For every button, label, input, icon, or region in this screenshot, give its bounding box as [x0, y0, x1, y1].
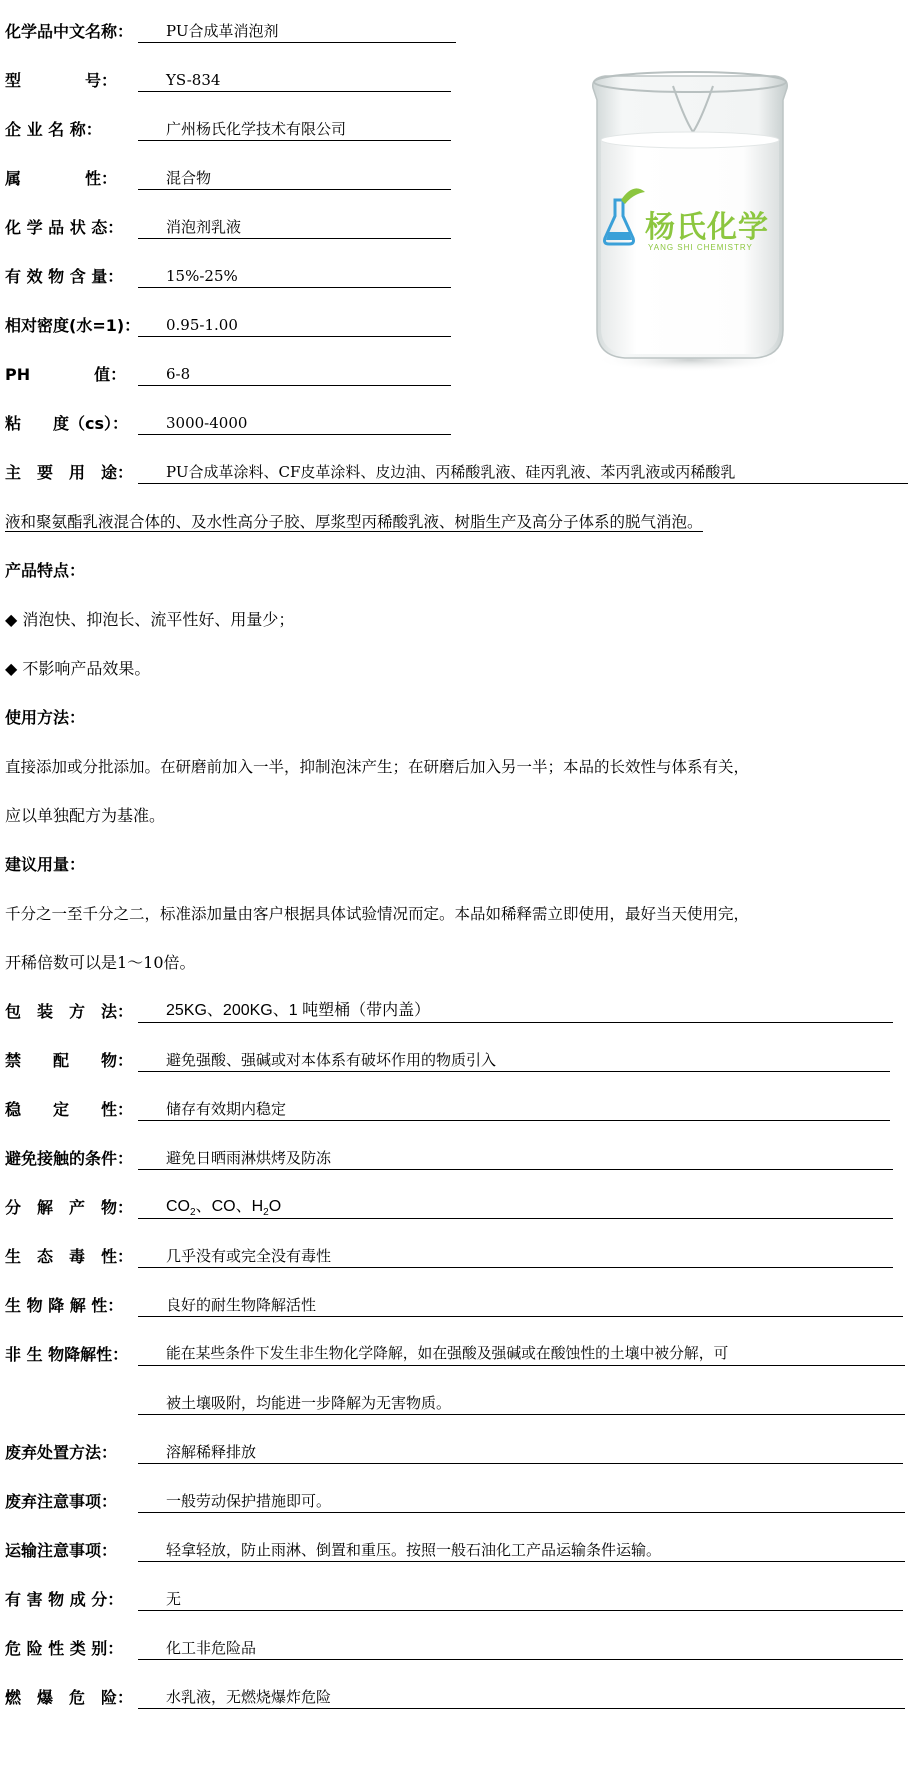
- field-eco-toxicity: [5, 1242, 895, 1272]
- field-label: 相对密度(水=1)：: [5, 316, 141, 335]
- field-label: 化学品中文名称：: [5, 22, 134, 41]
- field-label: 粘 度（cs）：: [5, 414, 129, 433]
- field-abiotic-degradation-cont: [5, 1389, 910, 1419]
- field-label: 包 装 方 法：: [5, 1002, 134, 1021]
- field-value: 水乳液，无燃烧爆炸危险: [138, 1683, 905, 1709]
- field-state: [5, 213, 455, 243]
- field-label: 运输注意事项：: [5, 1541, 118, 1560]
- formula-part: O: [268, 1198, 282, 1215]
- formula-subscript: 2: [190, 1207, 196, 1219]
- field-label: 企 业 名 称：: [5, 120, 102, 139]
- field-hazardous-components: [5, 1585, 910, 1615]
- field-label: 稳 定 性：: [5, 1100, 134, 1119]
- field-packaging: [5, 997, 895, 1027]
- field-label: PH 值：: [5, 365, 127, 384]
- field-value: 溶解稀释排放: [138, 1438, 903, 1464]
- field-property: [5, 164, 455, 194]
- method-heading: 使用方法：: [5, 708, 86, 727]
- field-company: [5, 115, 455, 145]
- field-ph: [5, 360, 455, 390]
- field-abiotic-degradation: [5, 1340, 910, 1370]
- field-label: 避免接触的条件：: [5, 1149, 134, 1168]
- feature-item: ◆ 消泡快、抑泡长、流平性好、用量少；: [5, 610, 295, 629]
- field-explosion-hazard: [5, 1683, 910, 1713]
- field-value: 避免强酸、强碱或对本体系有破坏作用的物质引入: [138, 1046, 890, 1072]
- field-disposal-notes: [5, 1487, 910, 1517]
- field-label: 有 害 物 成 分：: [5, 1590, 124, 1609]
- field-value: 混合物: [138, 164, 451, 190]
- field-label: 禁 配 物：: [5, 1051, 134, 1070]
- field-value: 6-8: [138, 360, 451, 386]
- product-beaker-image: [585, 60, 795, 380]
- field-value: 一般劳动保护措施即可。: [138, 1487, 905, 1513]
- field-label: 废弃处置方法：: [5, 1443, 118, 1462]
- field-value: 几乎没有或完全没有毒性: [138, 1242, 893, 1268]
- field-content: [5, 262, 455, 292]
- field-label: 危 险 性 类 别：: [5, 1639, 124, 1658]
- field-label: 废弃注意事项：: [5, 1492, 118, 1511]
- dosage-heading: 建议用量：: [5, 855, 86, 874]
- logo-name-cn: 杨氏化学: [645, 210, 769, 245]
- field-value: 无: [138, 1585, 903, 1611]
- field-disposal: [5, 1438, 910, 1468]
- field-label: 化 学 品 状 态：: [5, 218, 124, 237]
- dosage-line2: 开稀倍数可以是1～10倍。: [5, 953, 196, 972]
- field-label: 型 号：: [5, 71, 118, 90]
- field-value: 25KG、200KG、1 吨塑桶（带内盖）: [138, 997, 893, 1023]
- field-label: 燃 爆 危 险：: [5, 1688, 134, 1707]
- field-value: 能在某些条件下发生非生物化学降解，如在强酸及强碱或在酸蚀性的土壤中被分解，可: [138, 1340, 905, 1366]
- usage-line2: [5, 507, 910, 537]
- logo-name-en: YANG SHI CHEMISTRY: [648, 243, 753, 252]
- field-incompatible: [5, 1046, 895, 1076]
- field-biodegradability: [5, 1291, 910, 1321]
- field-value: YS-834: [138, 66, 451, 92]
- field-value: 化工非危险品: [138, 1634, 903, 1660]
- field-value: 避免日晒雨淋烘烤及防冻: [138, 1144, 893, 1170]
- field-chem-name: [5, 17, 455, 47]
- field-value: PU合成革涂料、CF皮革涂料、皮边油、丙稀酸乳液、硅丙乳液、苯丙乳液或丙稀酸乳: [138, 458, 908, 484]
- field-label: 主 要 用 途：: [5, 463, 134, 482]
- field-viscosity: [5, 409, 455, 439]
- field-transport-notes: [5, 1536, 910, 1566]
- field-value: 广州杨氏化学技术有限公司: [138, 115, 451, 141]
- field-model: [5, 66, 455, 96]
- field-value: 3000-4000: [138, 409, 451, 435]
- field-avoid-conditions: [5, 1144, 895, 1174]
- field-label: 生 物 降 解 性：: [5, 1296, 124, 1315]
- field-hazard-class: [5, 1634, 910, 1664]
- field-value: PU合成革消泡剂: [138, 17, 456, 43]
- formula-part: CO: [166, 1198, 190, 1215]
- formula-subscript: 2: [263, 1207, 269, 1219]
- field-label: 属 性：: [5, 169, 118, 188]
- field-value: 储存有效期内稳定: [138, 1095, 890, 1121]
- field-value: 被土壤吸附，均能进一步降解为无害物质。: [138, 1389, 905, 1415]
- field-density: [5, 311, 455, 341]
- field-usage: [5, 458, 910, 488]
- field-stability: [5, 1095, 895, 1125]
- field-value: 良好的耐生物降解活性: [138, 1291, 903, 1317]
- features-heading: 产品特点：: [5, 561, 86, 580]
- field-label: 生 态 毒 性：: [5, 1247, 134, 1266]
- field-decomposition: [5, 1193, 895, 1223]
- field-value: 轻拿轻放，防止雨淋、倒置和重压。按照一般石油化工产品运输条件运输。: [138, 1536, 905, 1562]
- field-value: 消泡剂乳液: [138, 213, 451, 239]
- field-value: 0.95-1.00: [138, 311, 451, 337]
- field-label: 有 效 物 含 量：: [5, 267, 124, 286]
- dosage-line1: 千分之一至千分之二，标准添加量由客户根据具体试验情况而定。本品如稀释需立即使用，最好当天使用完，: [5, 905, 750, 923]
- usage-line2-text: 液和聚氨酯乳液混合体的、及水性高分子胶、厚浆型丙稀酸乳液、树脂生产及高分子体系的脱气消泡。: [5, 513, 703, 531]
- field-label: 非 生 物降解性：: [5, 1345, 129, 1364]
- formula-part: 、CO、H: [195, 1198, 264, 1215]
- field-value: [138, 1193, 893, 1219]
- feature-item: ◆ 不影响产品效果。: [5, 659, 151, 678]
- field-value: 15%-25%: [138, 262, 451, 288]
- method-line2: 应以单独配方为基准。: [5, 806, 166, 825]
- method-line1: 直接添加或分批添加。在研磨前加入一半，抑制泡沫产生；在研磨后加入另一半；本品的长效性与体系有关，: [5, 758, 750, 776]
- field-label: 分 解 产 物：: [5, 1198, 134, 1217]
